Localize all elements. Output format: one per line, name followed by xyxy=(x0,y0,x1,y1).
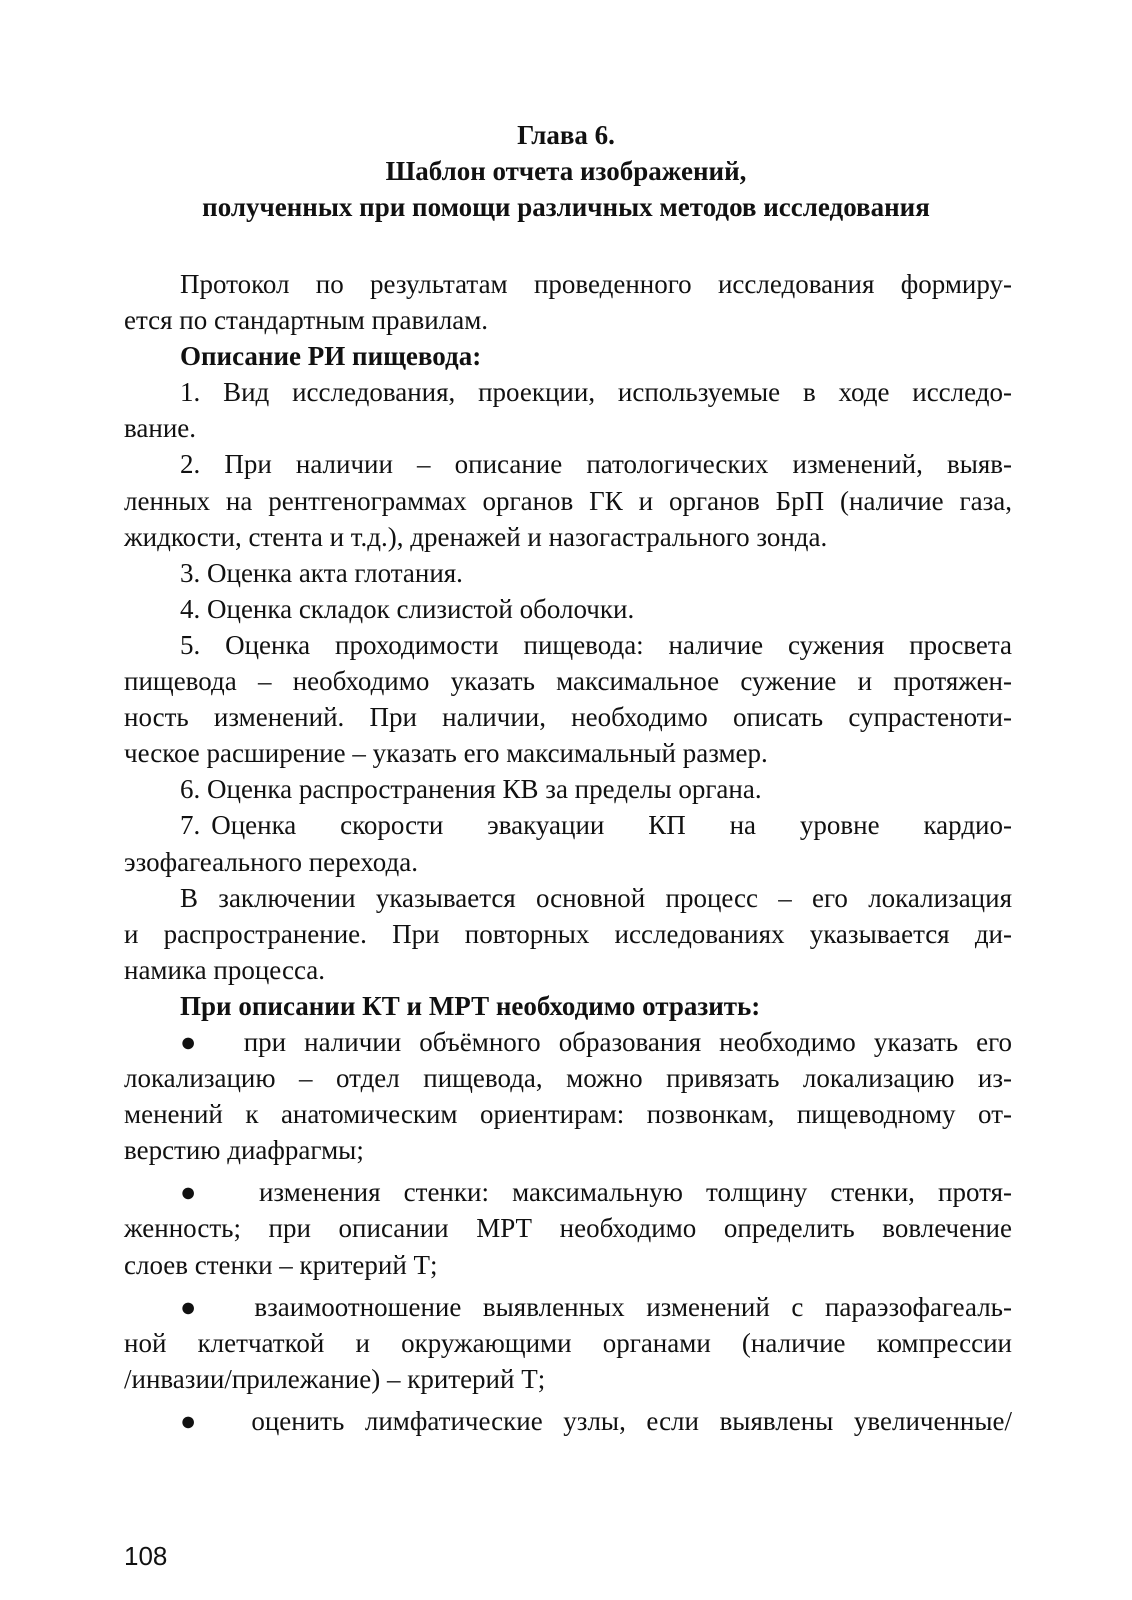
text-line: 1. Вид исследования, проекции, используемые в ходе исследо- xyxy=(180,377,1012,408)
text-line: вание. xyxy=(124,413,197,444)
text-line: женность; при описании МРТ необходимо определить вовлечение xyxy=(124,1213,1012,1244)
bullet-text: при наличии объёмного образования необходимо указать его xyxy=(243,1026,1013,1057)
text-line: В заключении указывается основной процесс – его локализация xyxy=(180,882,1012,913)
text-line: Протокол по результатам проведенного исследования формиру- xyxy=(180,269,1012,299)
text-line xyxy=(124,1174,1012,1210)
text-line: слоев стенки – критерий Т; xyxy=(124,1249,438,1280)
text-line: локализацию – отдел пищевода, можно привязать локализацию из- xyxy=(124,1063,1012,1094)
text-line: /инвазии/прилежание) – критерий Т; xyxy=(124,1363,546,1394)
text-line: жидкости, стента и т.д.), дренажей и назогастрального зонда. xyxy=(124,521,828,552)
ri-list-item-5 xyxy=(124,627,1012,771)
chapter-number: Глава 6. xyxy=(517,120,615,150)
bullet-text: изменения стенки: максимальную толщину стенки, протя- xyxy=(258,1177,1012,1208)
ct-bullet-3 xyxy=(124,1289,1012,1397)
ct-section-heading: При описании КТ и МРТ необходимо отразить: xyxy=(180,990,761,1021)
bullet-icon: ● xyxy=(180,1026,208,1057)
text-line: ной клетчаткой и окружающими органами (наличие компрессии xyxy=(124,1327,1012,1358)
chapter-title-line-2: полученных при помощи различных методов исследования xyxy=(202,192,930,222)
ct-bullet-2 xyxy=(124,1174,1012,1282)
text-line xyxy=(124,1024,1012,1060)
text-line: ется по стандартным правилам. xyxy=(124,305,489,336)
ct-bullet-4 xyxy=(124,1403,1012,1439)
ri-list-item-7 xyxy=(124,807,1012,879)
page-number: 108 xyxy=(124,1541,168,1571)
ri-list-item-4: 4. Оценка складок слизистой оболочки. xyxy=(180,593,635,624)
text-line: пищевода – необходимо указать максимальное сужение и протяжен- xyxy=(124,666,1012,697)
bullet-text: взаимоотношение выявленных изменений с параэзофагеаль- xyxy=(254,1291,1012,1322)
bullet-icon: ● xyxy=(180,1405,211,1436)
text-line: эзофагеального перехода. xyxy=(124,846,418,877)
text-line: 5. Оценка проходимости пищевода: наличие сужения просвета xyxy=(180,629,1012,660)
text-line: и распространение. При повторных исследованиях указывается ди- xyxy=(124,918,1012,949)
ri-list-item-2 xyxy=(124,446,1012,554)
bullet-text: оценить лимфатические узлы, если выявлены увеличенные/ xyxy=(251,1405,1012,1436)
chapter-title-line-1: Шаблон отчета изображений, xyxy=(385,156,747,186)
ct-bullet-1 xyxy=(124,1024,1012,1168)
intro-paragraph xyxy=(124,266,1012,338)
text-line: ность изменений. При наличии, необходимо описать супрастеноти- xyxy=(124,702,1012,733)
ri-list-item-6: 6. Оценка распространения КВ за пределы органа. xyxy=(180,774,762,805)
text-line: менений к анатомическим ориентирам: позвонкам, пищеводному от- xyxy=(124,1099,1012,1130)
text-line: 7. Оценка скорости эвакуации КП на уровне кардио- xyxy=(180,810,1012,841)
ri-list-item-3: 3. Оценка акта глотания. xyxy=(180,557,463,588)
ri-section-heading: Описание РИ пищевода: xyxy=(180,341,482,372)
text-line xyxy=(124,1403,1012,1439)
chapter-heading xyxy=(0,117,1132,225)
bullet-icon: ● xyxy=(180,1291,212,1322)
body-text xyxy=(124,266,1012,1439)
text-line: 2. При наличии – описание патологических изменений, выяв- xyxy=(180,449,1012,480)
text-line: ческое расширение – указать его максимальный размер. xyxy=(124,738,768,769)
ri-list-item-1 xyxy=(124,374,1012,446)
text-line xyxy=(124,1289,1012,1325)
text-line: ленных на рентгенограммах органов ГК и органов БрП (наличие газа, xyxy=(124,485,1012,516)
ri-conclusion-paragraph xyxy=(124,880,1012,988)
text-line: верстию диафрагмы; xyxy=(124,1135,364,1166)
bullet-icon: ● xyxy=(180,1177,213,1208)
text-line: намика процесса. xyxy=(124,954,325,985)
